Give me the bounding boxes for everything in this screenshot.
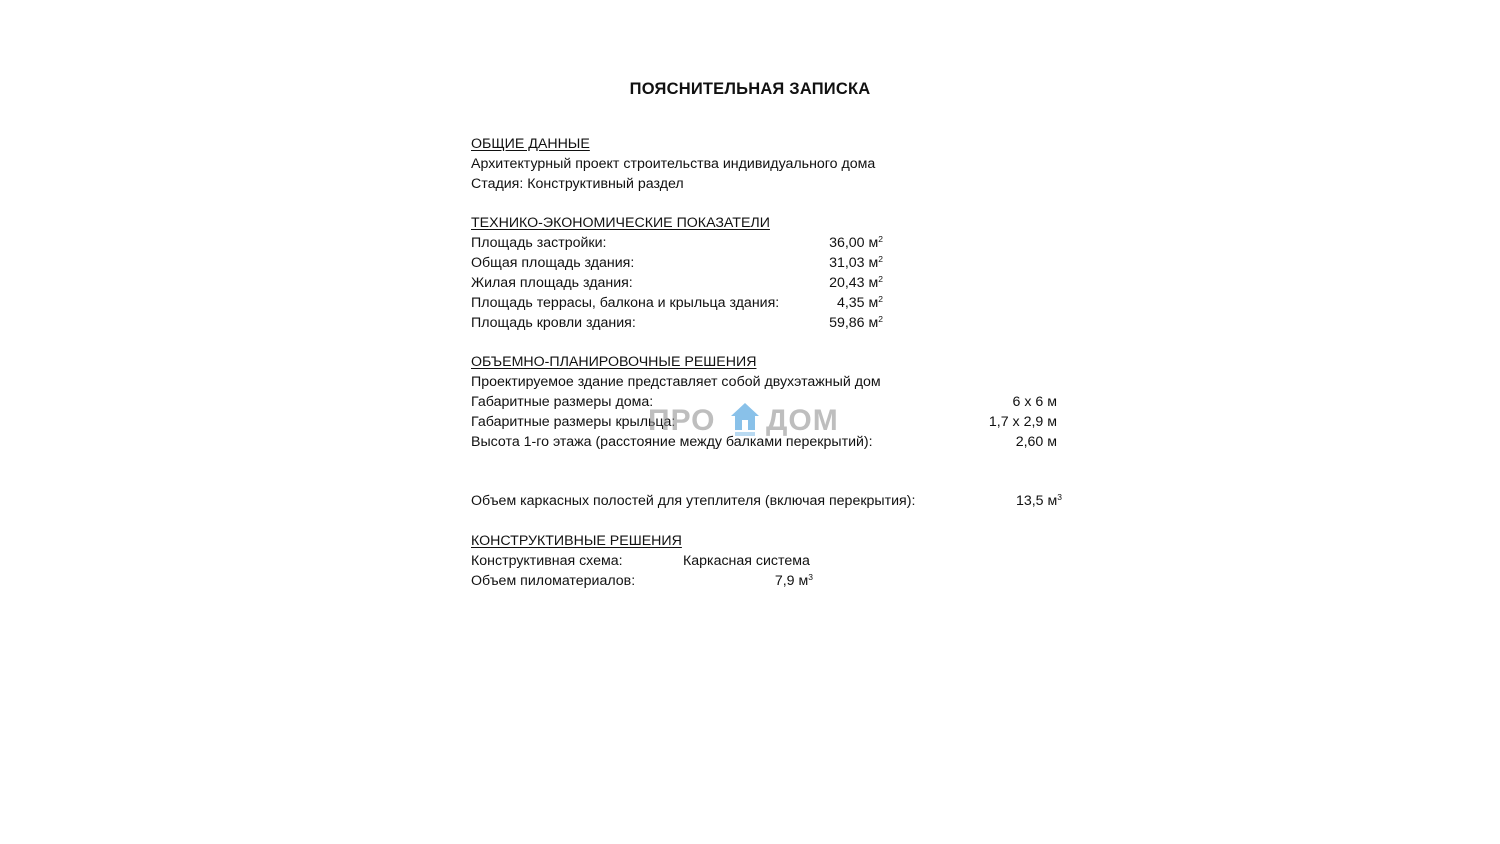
page-title: ПОЯСНИТЕЛЬНАЯ ЗАПИСКА	[629, 80, 871, 98]
watermark-text-left: ПРО	[648, 404, 716, 437]
insulation-volume-label: Объем каркасных полостей для утеплителя (включая перекрытия):	[471, 493, 916, 509]
planning-value-0: 6 х 6 м	[1012, 394, 1057, 410]
watermark-text-right: ДОМ	[766, 404, 839, 437]
tech-value-3: 4,35 $м^2$	[836, 294, 883, 311]
lumber-volume-value: 7,9 $м^3$	[774, 572, 813, 589]
structural-scheme-value: Каркасная система	[683, 553, 810, 569]
tech-value-0: 36,00 $м^2$	[829, 234, 883, 251]
tech-label-0: Площадь застройки:	[471, 235, 607, 251]
planning-label-2: Высота 1-го этажа (расстояние между балками перекрытий):	[471, 434, 873, 450]
insulation-volume-value: 13,5 $м^3$	[1015, 492, 1062, 509]
tech-label-1: Общая площадь здания:	[471, 255, 635, 271]
tech-value-4: 59,86 $м^2$	[829, 314, 883, 331]
tech-label-4: Площадь кровли здания:	[471, 315, 636, 331]
tech-heading: ТЕХНИКО-ЭКОНОМИЧЕСКИЕ ПОКАЗАТЕЛИ	[471, 215, 770, 231]
planning-value-1: 1,7 х 2,9 м	[988, 414, 1057, 430]
planning-intro: Проектируемое здание представляет собой двухэтажный дом	[471, 374, 881, 390]
general-heading: ОБЩИЕ ДАННЫЕ	[471, 136, 590, 152]
tech-value-2: 20,43 $м^2$	[829, 274, 883, 291]
tech-label-3: Площадь террасы, балкона и крыльца здания:	[471, 295, 780, 311]
planning-label-0: Габаритные размеры дома:	[471, 394, 654, 410]
lumber-volume-label: Объем пиломатериалов:	[471, 573, 636, 589]
tech-label-2: Жилая площадь здания:	[471, 275, 633, 291]
general-line-2: Стадия: Конструктивный раздел	[471, 176, 684, 192]
general-line-1: Архитектурный проект строительства индивидуального дома	[471, 156, 876, 172]
tech-value-1: 31,03 $м^2$	[829, 254, 883, 271]
planning-label-1: Габаритные размеры крыльца:	[471, 414, 676, 430]
structural-heading: КОНСТРУКТИВНЫЕ РЕШЕНИЯ	[471, 533, 682, 549]
planning-heading: ОБЪЕМНО-ПЛАНИРОВОЧНЫЕ РЕШЕНИЯ	[471, 354, 757, 370]
structural-scheme-label: Конструктивная схема:	[471, 553, 623, 569]
planning-value-2: 2,60 м	[1015, 434, 1057, 450]
